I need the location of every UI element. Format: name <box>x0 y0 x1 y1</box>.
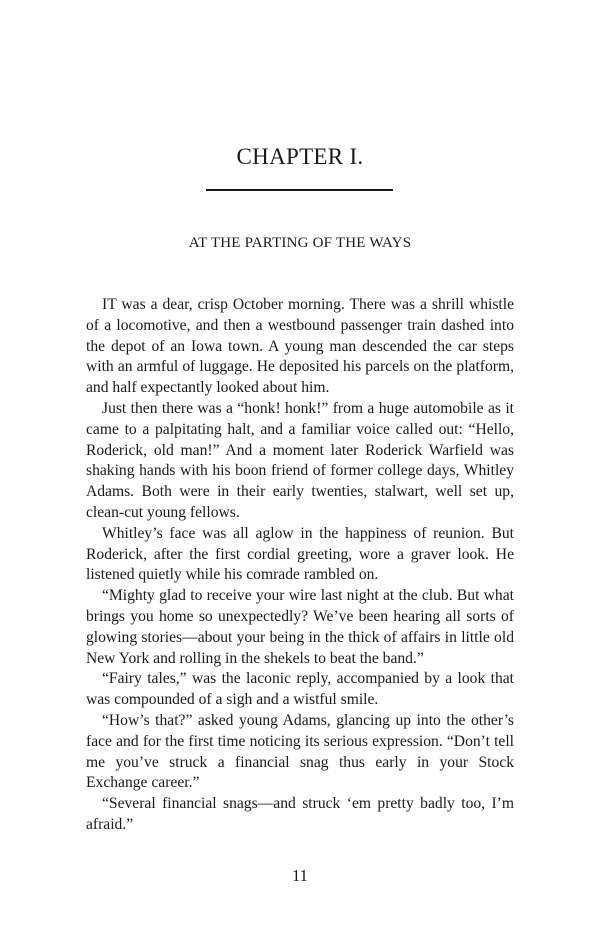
chapter-heading: CHAPTER I. <box>236 144 364 169</box>
page-number: 11 <box>292 866 308 885</box>
chapter-subtitle: AT THE PARTING OF THE WAYS <box>188 235 412 251</box>
paragraph: IT was a dear, crisp October morning. There was a shrill whistle of a locomotive, and then a westbound passenger train dashed into the depot of an Iowa town. A young man descended the car steps with an armful of luggage. He deposited his parcels on the platform, and half expectantly looked about him. <box>86 296 514 397</box>
paragraph: “Several financial snags—and struck ‘em pretty badly too, I’m afraid.” <box>86 795 514 833</box>
paragraph: “How’s that?” asked young Adams, glancing up into the other’s face and for the first time noticing its serious expression. “Don’t tell me you’ve struck a financial snag thus early in your Stock Exchange career.” <box>86 711 514 792</box>
chapter-body <box>86 295 514 836</box>
paragraph: “Fairy tales,” was the laconic reply, accompanied by a look that was compounded of a sigh and a wistful smile. <box>86 670 514 709</box>
chapter-divider-rule <box>206 189 393 191</box>
paragraph: Whitley’s face was all aglow in the happiness of reunion. But Roderick, after the first cordial greeting, wore a graver look. He listened quietly while his comrade rambled on. <box>86 524 514 584</box>
paragraph: “Mighty glad to receive your wire last night at the club. But what brings you home so unexpectedly? We’ve been hearing all sorts of glowing stories—about your being in the thick of affairs in little old New York and rolling in the shekels to beat the band.” <box>86 587 514 667</box>
paragraph: Just then there was a “honk! honk!” from a huge automobile as it came to a palpitating halt, and a familiar voice called out: “Hello, Roderick, old man!” And a moment later Roderick Warfield was shaking hands with his boon friend of former college days, Whitley Adams. Both were in their early twenties, stalwart, well set up, clean-cut young fellows. <box>86 399 514 521</box>
